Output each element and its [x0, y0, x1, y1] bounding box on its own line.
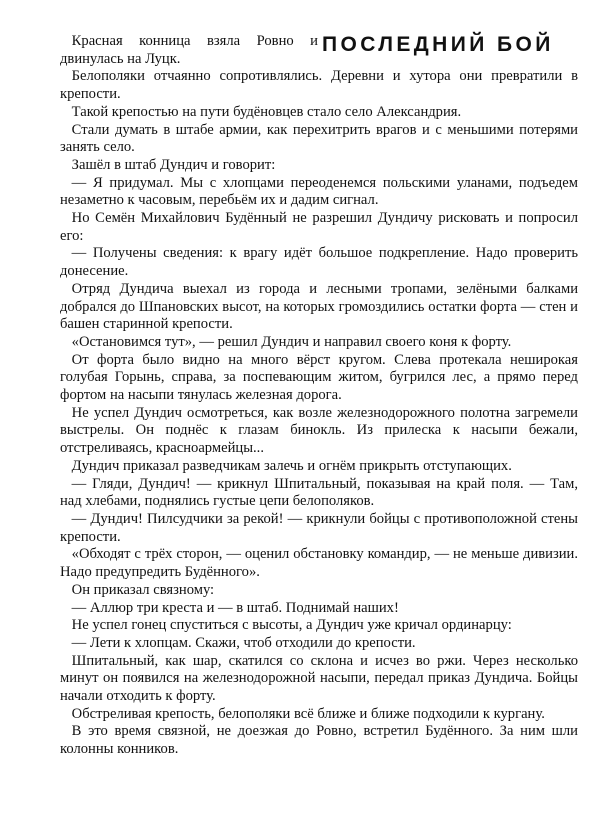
paragraph: — Лети к хлопцам. Скажи, чтоб отходили до крепости. — [71, 634, 416, 651]
paragraph: Отряд Дундича выехал из города и лесными тропами, зелёными балками добрался до Шпановских высот, на которых громоздились остатки форта — стен и башен старинной крепости. — [60, 280, 578, 333]
paragraph: — Получены сведения: к врагу идёт большое подкрепление. Надо проверить донесение. — [60, 245, 578, 280]
story-text — [60, 33, 578, 759]
paragraph: Красная конница взяла Ровно и двинулась на Луцк. — [60, 33, 318, 67]
paragraph: Но Семён Михайлович Будённый не разрешил Дундичу рисковать и попросил его: — [60, 210, 578, 244]
paragraph: — Дундич! Пилсудчики за рекой! — крикнули бойцы с противоположной стены крепости. — [60, 510, 578, 545]
paragraph: Стали думать в штабе армии, как перехитрить врагов и с меньшими потерями занять село. — [60, 121, 578, 156]
paragraph: Шпитальный, как шар, скатился со склона и исчез во ржи. Через несколько минут он появился на железнодорожной насыпи, передал приказ Дундича. Бойцы начали отходить к форту. — [60, 652, 578, 705]
paragraph: Не успел Дундич осмотреться, как возле железнодорожного полотна загремели выстрелы. Он поднёс к глазам бинокль. Из прилеска к насыпи бежали, отстреливаясь, красноармейцы... — [60, 404, 578, 457]
paragraph: Дундич приказал разведчикам залечь и огнём прикрыть отступающих. — [71, 457, 512, 474]
paragraph: Он приказал связному: — [71, 581, 215, 598]
paragraph: Обстреливая крепость, белополяки всё ближе и ближе подходили к кургану. — [71, 705, 545, 722]
paragraph: Не успел гонец спуститься с высоты, а Дундич уже кричал ординарцу: — [71, 617, 512, 634]
paragraph: — Я придумал. Мы с хлопцами переоденемся польскими уланами, подъедем незаметно к часовым, перебьём их и дадим сигнал. — [60, 174, 578, 209]
page-title: ПОСЛЕДНИЙ БОЙ — [322, 33, 554, 56]
paragraph: «Обходят с трёх сторон, — оценил обстановку командир, — не меньше дивизии. Надо предупредить Будённого». — [60, 546, 578, 581]
paragraph: — Гляди, Дундич! — крикнул Шпитальный, показывая на край поля. — Там, над хлебами, поднялись густые цепи белополяков. — [60, 475, 578, 510]
paragraph: Такой крепостью на пути будёновцев стало село Александрия. — [71, 103, 462, 120]
paragraph: От форта было видно на много вёрст кругом. Слева протекала неширокая голубая Горынь, справа, за поспевающим житом, бугрился лес, а прямо перед фортом на насыпи тянулась железная дорога. — [60, 351, 578, 404]
paragraph: «Остановимся тут», — решил Дундич и направил своего коня к форту. — [71, 333, 512, 350]
paragraph: В это время связной, не доезжая до Ровно, встретил Будённого. За ним шли колонны конников. — [60, 723, 578, 758]
paragraph: Белополяки отчаянно сопротивлялись. Деревни и хутора они превратили в крепости. — [60, 68, 578, 103]
paragraph: — Аллюр три креста и — в штаб. Поднимай наших! — [71, 599, 399, 616]
paragraph: Зашёл в штаб Дундич и говорит: — [71, 156, 276, 173]
